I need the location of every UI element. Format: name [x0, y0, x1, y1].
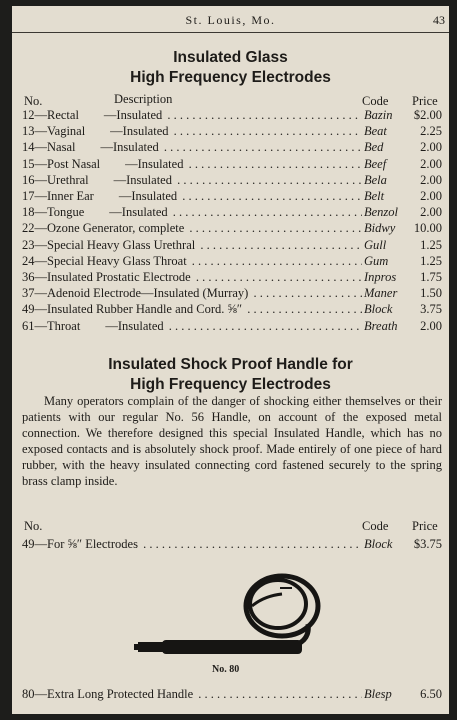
page-number: 43 [433, 13, 445, 27]
column-header-price: Price [412, 94, 438, 108]
section2-description: Many operators complain of the danger of shocking either themselves or their patients with our regular No. 56 Handle, on account of the exposed metal connection. We therefore designed this special Insulated Handle, which has no exposed contacts and is absolutely shock proof. Made entirely of one piece of hard rubber, with the heavy insulated connecting cord fastened securely to the spring brass clamp inside. [22, 394, 442, 488]
row-price: 2.00 [420, 205, 442, 220]
row-code: Block [364, 302, 393, 317]
row-price: 2.00 [420, 189, 442, 203]
row-code: Bed [364, 140, 384, 155]
price-row [22, 123, 442, 139]
row-code: Bela [364, 172, 387, 187]
price-row [22, 139, 442, 155]
section2-column-code: Code [362, 519, 389, 533]
row-code: Beat [364, 124, 387, 139]
row-price: 2.00 [420, 318, 442, 333]
row-price: 1.75 [420, 270, 442, 284]
row-code: Maner [364, 286, 398, 301]
column-header-description: Description [114, 92, 173, 106]
price-row [22, 220, 442, 236]
row-code: Inpros [364, 270, 397, 284]
row-item [22, 204, 362, 220]
row-item [22, 536, 362, 552]
price-row [22, 301, 442, 317]
price-row [22, 285, 442, 301]
price-row [22, 269, 442, 285]
row-code: Blesp [364, 687, 392, 701]
price-row [22, 253, 442, 269]
price-row [22, 204, 442, 220]
row-description: 12—Rectal —Insulated [22, 108, 163, 122]
catalog-page [12, 6, 449, 714]
row-code: Breath [364, 318, 398, 333]
row-description: 16—Urethral —Insulated [22, 172, 172, 187]
price-row [22, 318, 442, 334]
row-description: 80—Extra Long Protected Handle [22, 687, 194, 701]
row-description: 23—Special Heavy Glass Urethral [22, 237, 196, 252]
price-row [22, 172, 442, 188]
price-row [22, 107, 442, 123]
row-description: 49—For ⅝″ Electrodes [22, 537, 138, 551]
row-code: Belt [364, 189, 385, 203]
row-item [22, 318, 362, 334]
row-item [22, 188, 362, 204]
row-description: 18—Tongue —Insulated [22, 205, 168, 220]
row-item [22, 220, 362, 236]
header-city: St. Louis, Mo. [185, 13, 276, 27]
row-description: 37—Adenoid Electrode—Insulated (Murray) [22, 286, 249, 301]
row-code: Bidwy [364, 221, 396, 236]
row-price: $2.00 [413, 108, 442, 122]
row-price: 1.25 [420, 253, 442, 268]
row-item [22, 269, 362, 285]
row-item [22, 301, 362, 317]
section2-title-line2: High Frequency Electrodes [130, 376, 331, 393]
row-code: Gull [364, 237, 387, 252]
figure-label: No. 80 [212, 664, 240, 675]
section1-title-line1: Insulated Glass [173, 49, 288, 66]
price-row [22, 536, 442, 552]
row-price: 1.25 [420, 237, 442, 252]
row-item [22, 237, 362, 253]
row-item [22, 139, 362, 155]
row-price: 10.00 [413, 221, 442, 236]
row-price: 6.50 [420, 687, 442, 701]
row-item [22, 156, 362, 172]
row-description: 15—Post Nasal —Insulated [22, 156, 184, 171]
row-description: 13—Vaginal —Insulated [22, 124, 169, 139]
insulated-handle-illustration [132, 566, 332, 666]
row-price: 1.50 [420, 286, 442, 301]
row-item [22, 172, 362, 188]
row-price: 2.00 [420, 156, 442, 171]
section2-column-price: Price [412, 519, 438, 533]
row-code: Bazin [364, 108, 393, 122]
row-item [22, 107, 362, 123]
row-item [22, 285, 362, 301]
price-row [22, 188, 442, 204]
section1-title-line2: High Frequency Electrodes [130, 69, 331, 86]
row-code: Gum [364, 253, 389, 268]
row-item [22, 123, 362, 139]
row-price: 2.00 [420, 140, 442, 155]
section2-title-line1: Insulated Shock Proof Handle for [108, 356, 353, 373]
row-price: $3.75 [413, 537, 442, 551]
row-description: 17—Inner Ear —Insulated [22, 189, 178, 203]
row-description: 22—Ozone Generator, complete [22, 221, 185, 236]
row-price: 3.75 [420, 302, 442, 317]
price-row [22, 237, 442, 253]
row-item [22, 253, 362, 269]
price-row [22, 156, 442, 172]
row-price: 2.25 [420, 124, 442, 139]
row-code: Block [364, 537, 393, 551]
section2-column-no: No. [24, 519, 43, 533]
column-header-no: No. [24, 94, 43, 108]
running-header [12, 10, 449, 33]
row-item [22, 686, 362, 702]
row-code: Benzol [364, 205, 399, 220]
row-price: 2.00 [420, 172, 442, 187]
row-description: 49—Insulated Rubber Handle and Cord. ⅝″ [22, 302, 243, 317]
column-header-code: Code [362, 94, 389, 108]
row-description: 24—Special Heavy Glass Throat [22, 253, 187, 268]
price-row [22, 686, 442, 702]
row-description: 14—Nasal —Insulated [22, 140, 159, 155]
row-description: 36—Insulated Prostatic Electrode [22, 270, 191, 284]
row-description: 61—Throat —Insulated [22, 318, 164, 333]
row-code: Beef [364, 156, 387, 171]
